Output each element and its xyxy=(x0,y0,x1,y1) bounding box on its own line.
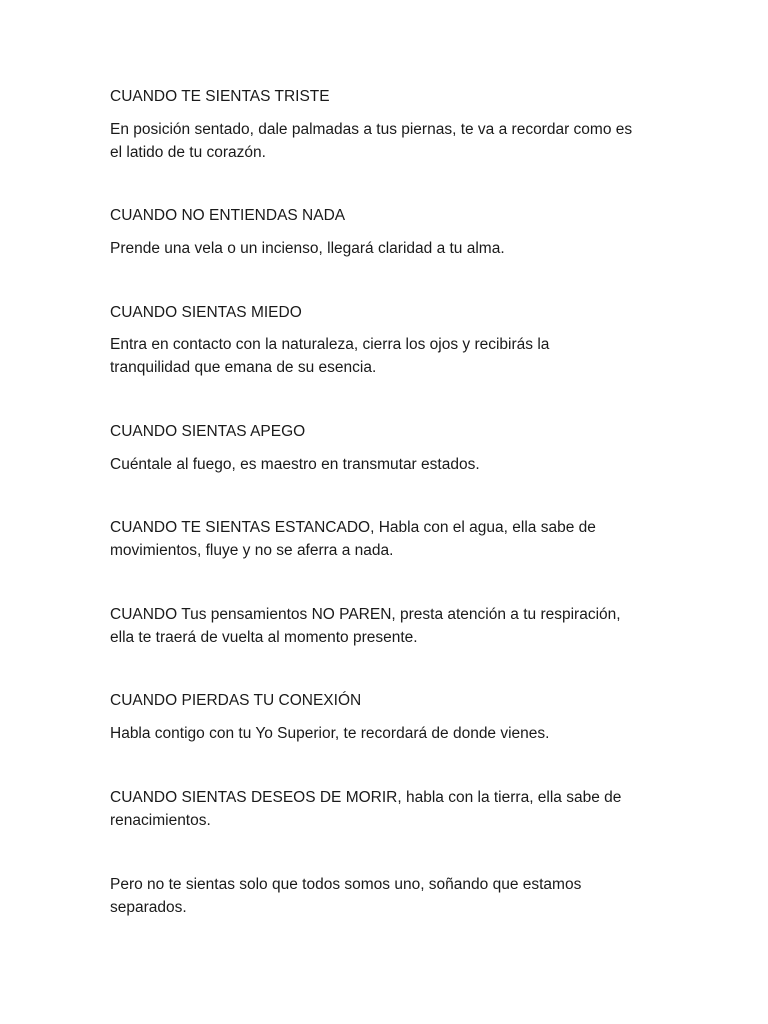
heading-no-entiendas: CUANDO NO ENTIENDAS NADA xyxy=(110,207,346,224)
text-triste-line-2: el latido de tu corazón. xyxy=(110,144,266,161)
text-estancado-line-1: CUANDO TE SIENTAS ESTANCADO, Habla con el agua, ella sabe de xyxy=(110,519,596,536)
text-conexion: Habla contigo con tu Yo Superior, te recordará de donde vienes. xyxy=(110,725,550,742)
heading-conexion: CUANDO PIERDAS TU CONEXIÓN xyxy=(110,692,362,709)
text-pensamientos-line-1: CUANDO Tus pensamientos NO PAREN, presta atención a tu respiración, xyxy=(110,606,621,623)
heading-apego: CUANDO SIENTAS APEGO xyxy=(110,423,306,440)
text-no-entiendas: Prende una vela o un incienso, llegará claridad a tu alma. xyxy=(110,240,505,257)
text-cierre-line-1: Pero no te sientas solo que todos somos uno, soñando que estamos xyxy=(110,876,582,893)
text-morir-line-1: CUANDO SIENTAS DESEOS DE MORIR, habla con la tierra, ella sabe de xyxy=(110,789,622,806)
text-miedo-line-1: Entra en contacto con la naturaleza, cierra los ojos y recibirás la xyxy=(110,336,550,353)
text-triste-line-1: En posición sentado, dale palmadas a tus piernas, te va a recordar como es xyxy=(110,121,633,138)
text-pensamientos-line-2: ella te traerá de vuelta al momento presente. xyxy=(110,629,418,646)
text-estancado-line-2: movimientos, fluye y no se aferra a nada. xyxy=(110,542,394,559)
heading-miedo: CUANDO SIENTAS MIEDO xyxy=(110,304,302,321)
text-miedo-line-2: tranquilidad que emana de su esencia. xyxy=(110,359,377,376)
text-apego: Cuéntale al fuego, es maestro en transmutar estados. xyxy=(110,456,480,473)
text-morir-line-2: renacimientos. xyxy=(110,812,211,829)
heading-triste: CUANDO TE SIENTAS TRISTE xyxy=(110,88,330,105)
text-cierre-line-2: separados. xyxy=(110,899,187,916)
